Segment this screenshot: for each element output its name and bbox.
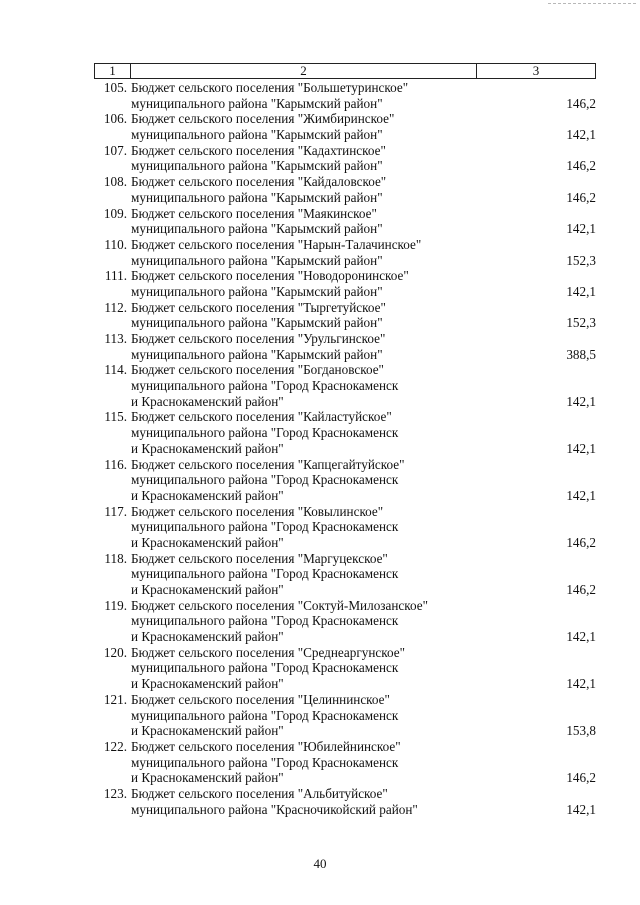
entry-description-line: муниципального района "Город Краснокаменск xyxy=(131,660,399,676)
table-row xyxy=(0,504,640,551)
entry-description-line: и Краснокаменский район" xyxy=(131,629,284,645)
scan-edge-mark xyxy=(548,3,636,4)
entry-description-line: муниципального района "Город Краснокаменск xyxy=(131,707,399,723)
entry-amount: 142,1 xyxy=(566,487,596,503)
entry-number: 121. xyxy=(103,691,127,707)
entry-description-line: муниципального района "Город Краснокаменск xyxy=(131,754,399,770)
table-row xyxy=(0,268,640,299)
entry-description-line: Бюджет сельского поселения "Кадахтинское" xyxy=(131,142,386,158)
table-row xyxy=(0,551,640,598)
entry-amount: 153,8 xyxy=(566,723,596,739)
entry-amount: 142,1 xyxy=(566,676,596,692)
entry-description-line: муниципального района "Карымский район" xyxy=(131,189,383,205)
entry-description-line: Бюджет сельского поселения "Соктуй-Милозанское" xyxy=(131,597,428,613)
entry-number: 113. xyxy=(104,331,127,346)
header-col-2: 2 xyxy=(131,64,477,78)
entry-description xyxy=(131,551,471,598)
entry-amount: 146,2 xyxy=(566,189,596,205)
table-row xyxy=(0,111,640,142)
entry-description xyxy=(131,237,471,268)
table-row xyxy=(0,362,640,409)
entry-description-line: муниципального района "Карымский район" xyxy=(131,95,383,111)
entry-description-line: Бюджет сельского поселения "Маякинское" xyxy=(131,205,377,221)
entry-description-line: Бюджет сельского поселения "Среднеаргунское" xyxy=(131,644,406,660)
entry-amount: 146,2 xyxy=(566,581,596,597)
entry-description xyxy=(131,331,471,362)
table-row xyxy=(0,143,640,174)
table-row xyxy=(0,300,640,331)
table-row xyxy=(0,206,640,237)
entry-description-line: муниципального района "Город Краснокаменск xyxy=(131,378,399,394)
entry-number: 117. xyxy=(104,503,127,519)
entry-amount: 146,2 xyxy=(566,534,596,550)
table-header-row xyxy=(94,63,596,79)
table-row xyxy=(0,174,640,205)
entry-description-line: Бюджет сельского поселения "Юбилейнинское" xyxy=(131,738,401,754)
entry-description-line: Бюджет сельского поселения "Новодоронинское" xyxy=(131,268,409,284)
entry-number: 110. xyxy=(104,236,127,252)
entry-description xyxy=(131,268,471,299)
entry-amount: 152,3 xyxy=(566,252,596,268)
entry-description-line: и Краснокаменский район" xyxy=(131,440,284,456)
entry-description xyxy=(131,692,471,739)
entry-description-line: и Краснокаменский район" xyxy=(131,676,284,692)
entry-description xyxy=(131,300,471,331)
entry-description-line: Бюджет сельского поселения "Кайдаловское" xyxy=(131,174,387,190)
entry-amount: 142,1 xyxy=(566,393,596,409)
entry-description-line: Бюджет сельского поселения "Капцегайтуйское" xyxy=(131,456,405,472)
entry-amount: 142,1 xyxy=(566,629,596,645)
entry-amount: 142,1 xyxy=(566,801,596,817)
entry-description-line: Бюджет сельского поселения "Тыргетуйское" xyxy=(131,299,386,315)
entry-number: 116. xyxy=(104,456,127,472)
header-col-3: 3 xyxy=(532,63,540,78)
entry-amount: 388,5 xyxy=(566,346,596,362)
entry-number: 108. xyxy=(103,174,127,190)
entry-number: 115. xyxy=(104,409,127,425)
entry-description-line: Бюджет сельского поселения "Богдановское" xyxy=(131,362,384,378)
entry-number: 123. xyxy=(103,785,127,801)
entry-number: 111. xyxy=(104,268,127,284)
table-row xyxy=(0,331,640,362)
entry-description xyxy=(131,457,471,504)
entry-description-line: Бюджет сельского поселения "Маргуцекское" xyxy=(131,550,388,566)
entry-description-line: муниципального района "Красночикойский район" xyxy=(131,801,418,817)
entry-number: 118. xyxy=(104,550,127,566)
entry-amount: 146,2 xyxy=(566,158,596,174)
entry-number: 119. xyxy=(104,597,127,613)
table-row xyxy=(0,409,640,456)
entry-description-line: муниципального района "Карымский район" xyxy=(131,221,383,237)
entry-amount: 146,2 xyxy=(566,95,596,111)
entry-description-line: Бюджет сельского поселения "Жимбиринское" xyxy=(131,111,395,127)
entry-amount: 152,3 xyxy=(566,315,596,331)
table-row xyxy=(0,237,640,268)
table-row xyxy=(0,786,640,817)
entry-number: 112. xyxy=(104,299,127,315)
entry-description xyxy=(131,80,471,111)
entry-number: 120. xyxy=(103,644,127,660)
entry-description-line: и Краснокаменский район" xyxy=(131,393,284,409)
entry-description xyxy=(131,504,471,551)
entry-description xyxy=(131,206,471,237)
table-row xyxy=(0,80,640,111)
table-row xyxy=(0,598,640,645)
entry-description xyxy=(131,645,471,692)
entry-amount: 146,2 xyxy=(566,770,596,786)
entry-description-line: и Краснокаменский район" xyxy=(131,723,284,739)
entry-description xyxy=(131,111,471,142)
entry-description-line: Бюджет сельского поселения "Большетуринское" xyxy=(131,80,409,95)
entry-description-line: и Краснокаменский район" xyxy=(131,487,284,503)
header-col-1: 1 xyxy=(95,64,131,78)
budget-entries-list xyxy=(0,80,640,817)
entry-number: 106. xyxy=(103,111,127,127)
entry-description-line: Бюджет сельского поселения "Нарын-Талачинское" xyxy=(131,236,422,252)
entry-number: 114. xyxy=(104,362,127,378)
entry-number: 107. xyxy=(103,142,127,158)
page-number: 40 xyxy=(313,856,327,871)
entry-description xyxy=(131,598,471,645)
entry-description-line: муниципального района "Город Краснокаменск xyxy=(131,519,399,535)
entry-description xyxy=(131,362,471,409)
entry-number: 109. xyxy=(103,205,127,221)
entry-description-line: муниципального района "Город Краснокаменск xyxy=(131,613,399,629)
entry-amount: 142,1 xyxy=(566,440,596,456)
table-row xyxy=(0,739,640,786)
entry-amount: 142,1 xyxy=(566,283,596,299)
entry-description-line: муниципального района "Карымский район" xyxy=(131,315,383,331)
entry-description-line: и Краснокаменский район" xyxy=(131,770,284,786)
table-row xyxy=(0,645,640,692)
entry-description-line: Бюджет сельского поселения "Целиннинское" xyxy=(131,691,390,707)
entry-description xyxy=(131,786,471,817)
entry-description-line: муниципального района "Город Краснокаменск xyxy=(131,566,399,582)
entry-description-line: и Краснокаменский район" xyxy=(131,582,284,597)
entry-description xyxy=(131,409,471,456)
entry-description-line: муниципального района "Карымский район" xyxy=(131,283,383,299)
entry-description-line: муниципального района "Карымский район" xyxy=(131,252,383,268)
entry-description-line: муниципального района "Карымский район" xyxy=(131,127,383,143)
entry-amount: 142,1 xyxy=(566,221,596,237)
entry-description-line: муниципального района "Карымский район" xyxy=(131,346,383,362)
table-row xyxy=(0,692,640,739)
entry-number: 122. xyxy=(103,738,127,754)
entry-description-line: муниципального района "Город Краснокаменск xyxy=(131,425,399,441)
entry-amount: 142,1 xyxy=(566,127,596,143)
entry-description-line: Бюджет сельского поселения "Урульгинское" xyxy=(131,331,386,346)
table-row xyxy=(0,457,640,504)
entry-description-line: и Краснокаменский район" xyxy=(131,534,284,550)
entry-description-line: Бюджет сельского поселения "Кайластуйское" xyxy=(131,409,392,425)
entry-description xyxy=(131,739,471,786)
entry-description-line: муниципального района "Город Краснокаменск xyxy=(131,472,399,488)
entry-description-line: Бюджет сельского поселения "Альбитуйское" xyxy=(131,785,388,801)
entry-description-line: Бюджет сельского поселения "Ковылинское" xyxy=(131,503,384,519)
entry-number: 105. xyxy=(103,80,127,95)
entry-description xyxy=(131,174,471,205)
entry-description-line: муниципального района "Карымский район" xyxy=(131,158,383,174)
entry-description xyxy=(131,143,471,174)
